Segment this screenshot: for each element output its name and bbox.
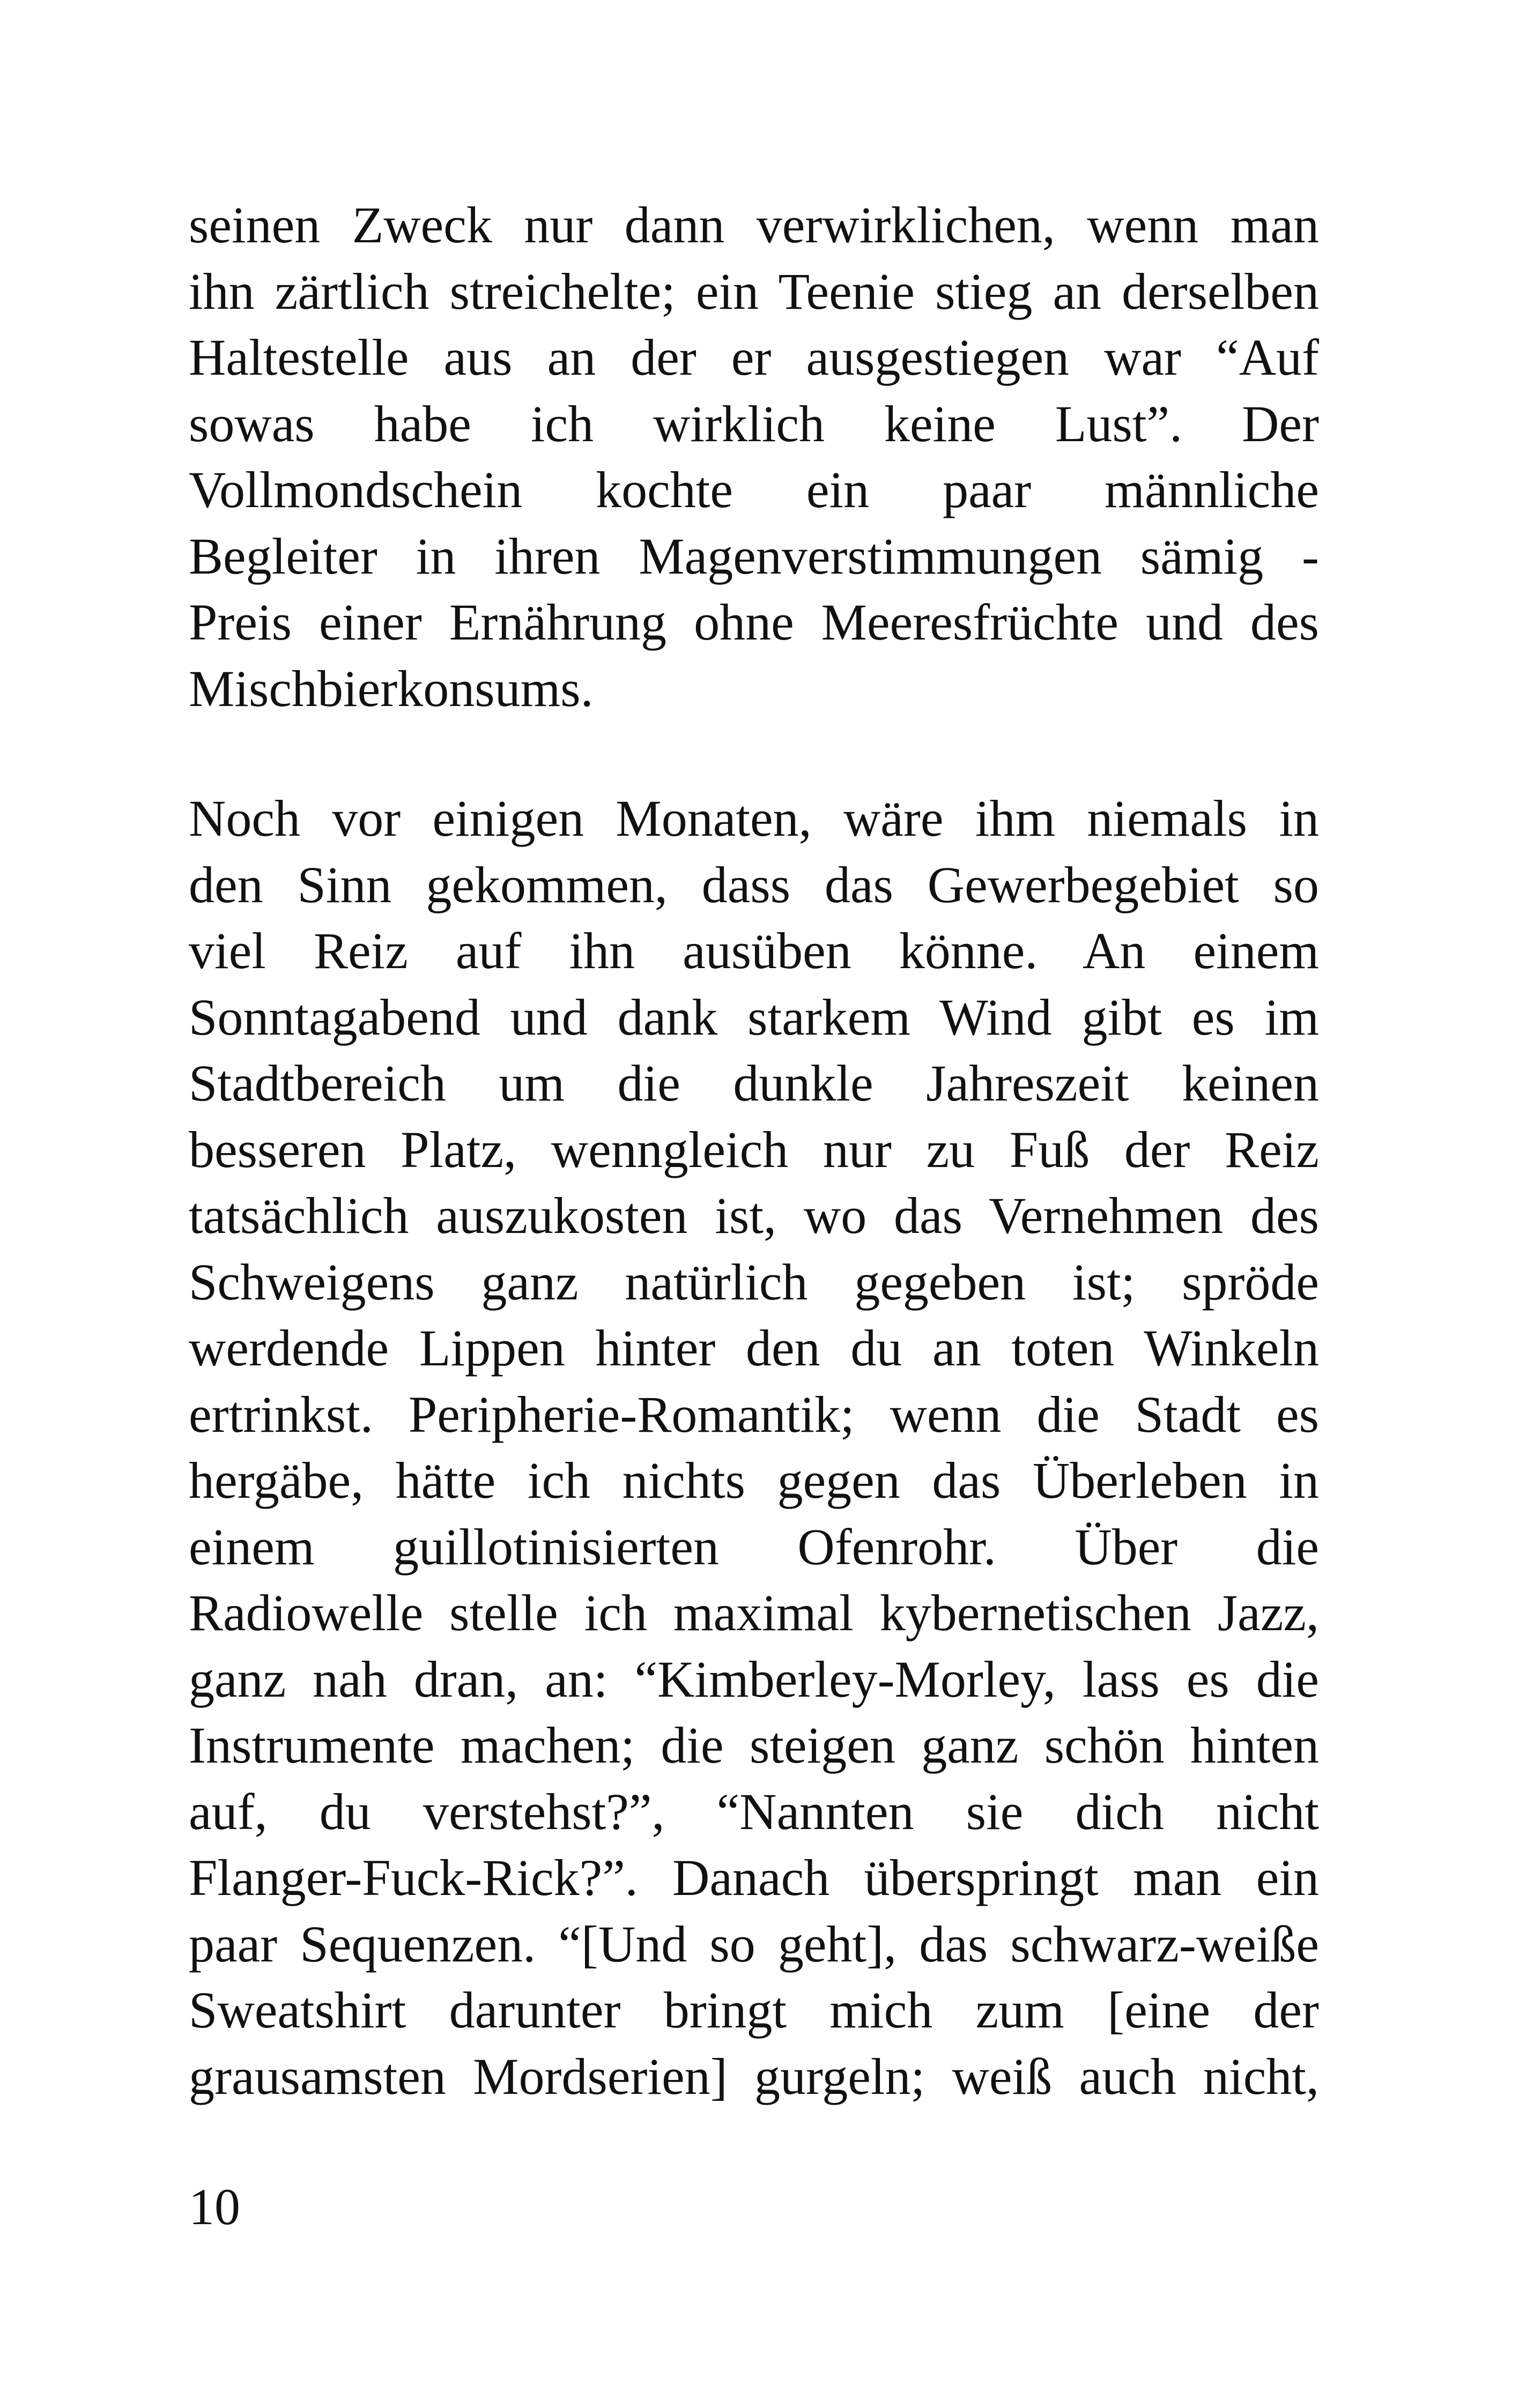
- text-line: Noch vor einigen Monaten, wäre ihm niemals in: [189, 790, 1319, 847]
- text-line: Begleiter in ihren Magenverstimmungen sämig -: [189, 527, 1319, 585]
- text-line: grausamsten Mordserien] gurgeln; weiß auch nicht,: [189, 2047, 1319, 2105]
- text-line: Instrumente machen; die steigen ganz schön hinten: [189, 1716, 1319, 1774]
- text-line: ganz nah dran, an: “Kimberley-Morley, lass es die: [189, 1650, 1319, 1708]
- paragraph-1-text: [189, 192, 1319, 722]
- text-line: Mischbierkonsums.: [189, 659, 594, 717]
- text-line: sowas habe ich wirklich keine Lust”. Der: [189, 395, 1319, 452]
- text-line: ertrinkst. Peripherie-Romantik; wenn die Stadt es: [189, 1385, 1319, 1443]
- text-line: Flanger-Fuck-Rick?”. Danach überspringt man ein: [189, 1849, 1319, 1906]
- text-line: Stadtbereich um die dunkle Jahreszeit keinen: [189, 1054, 1319, 1112]
- text-line: besseren Platz, wenngleich nur zu Fuß der Reiz: [189, 1120, 1319, 1178]
- text-line: paar Sequenzen. “[Und so geht], das schwarz-weiße: [189, 1915, 1319, 1973]
- text-line: seinen Zweck nur dann verwirklichen, wenn man: [189, 196, 1319, 254]
- paragraph-1: [189, 192, 1319, 722]
- page-number: 10: [189, 2178, 240, 2235]
- text-line: Radiowelle stelle ich maximal kybernetischen Jazz,: [189, 1584, 1319, 1641]
- text-line: Schweigens ganz natürlich gegeben ist; spröde: [189, 1253, 1319, 1311]
- text-line: Sonntagabend und dank starkem Wind gibt es im: [189, 988, 1319, 1046]
- text-line: Sweatshirt darunter bringt mich zum [eine der: [189, 1981, 1319, 2039]
- text-line: viel Reiz auf ihn ausüben könne. An einem: [189, 922, 1319, 979]
- text-line: tatsächlich auszukosten ist, wo das Vernehmen des: [189, 1187, 1319, 1244]
- text-line: Vollmondschein kochte ein paar männliche: [189, 461, 1319, 518]
- text-line: einem guillotinisierten Ofenrohr. Über die: [189, 1518, 1319, 1575]
- text-line: Haltestelle aus an der er ausgestiegen war “Auf: [189, 329, 1319, 386]
- paragraph-2-text: [189, 785, 1319, 2109]
- text-line: hergäbe, hätte ich nichts gegen das Überleben in: [189, 1452, 1319, 1509]
- paragraph-2: [189, 785, 1319, 2109]
- text-line: auf, du verstehst?”, “Nannten sie dich nicht: [189, 1782, 1319, 1840]
- text-line: werdende Lippen hinter den du an toten Winkeln: [189, 1319, 1319, 1377]
- text-line: ihn zärtlich streichelte; ein Teenie stieg an derselben: [189, 262, 1319, 320]
- text-line: den Sinn gekommen, dass das Gewerbegebiet so: [189, 856, 1319, 913]
- text-line: Preis einer Ernährung ohne Meeresfrüchte und des: [189, 593, 1319, 651]
